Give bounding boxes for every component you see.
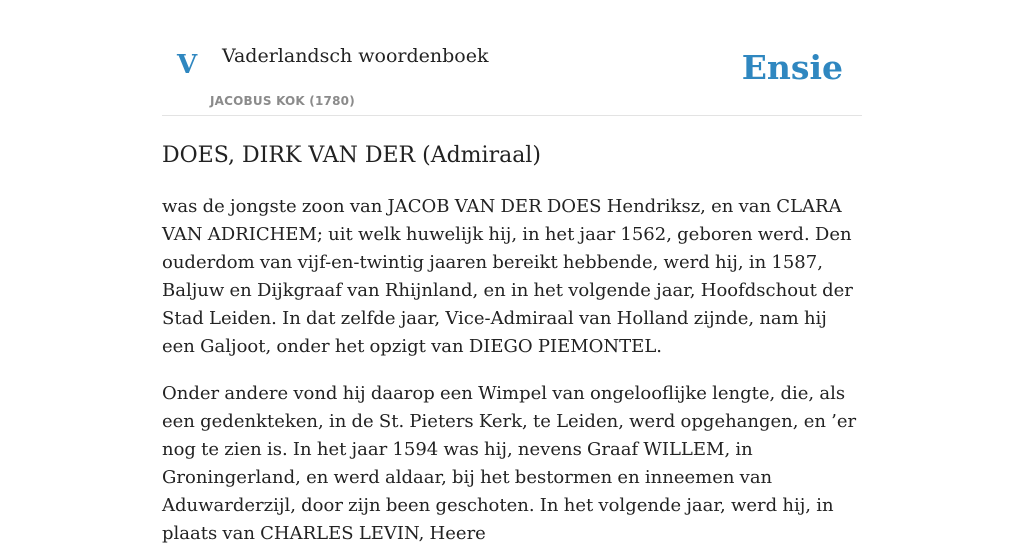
entry-paragraph: was de jongste zoon van JACOB VAN DER DOES Hendriksz, en van CLARA VAN ADRICHEM; uit welk huwelijk hij, in het jaar 1562, geboren werd. Den ouderdom van vijf-en-twintig jaaren bereikt hebbende, werd hij, in 1587, Baljuw en Dijkgraaf van Rhijnland, en in het volgende jaar, Hoofdschout der Stad Leiden. In dat zelfde jaar, Vice-Admiraal van Holland zijnde, nam hij een Galjoot, onder het opzigt van DIEGO PIEMONTEL. bbox=[162, 196, 853, 357]
header bbox=[162, 0, 862, 116]
page bbox=[162, 0, 862, 548]
entry-paragraph: Onder andere vond hij daarop een Wimpel van ongelooflijke lengte, die, als een gedenkteken, in de St. Pieters Kerk, te Leiden, werd opgehangen, en ’er nog te zien is. In het jaar 1594 was hij, nevens Graaf WILLEM, in Groningerland, en werd aldaar, bij het bestormen en inneemen van Aduwarderzijl, door zijn been geschoten. In het volgende jaar, werd hij, in plaats van CHARLES LEVIN, Heere bbox=[162, 383, 857, 544]
entry-title: DOES, DIRK VAN DER (Admiraal) bbox=[162, 143, 541, 168]
book-letter-icon[interactable]: V bbox=[177, 50, 198, 80]
entry-body bbox=[162, 171, 862, 548]
ensie-logo[interactable]: Ensie bbox=[741, 48, 843, 87]
book-author: JACOBUS KOK (1780) bbox=[210, 94, 355, 108]
book-title-link[interactable]: Vaderlandsch woordenboek bbox=[222, 45, 489, 67]
